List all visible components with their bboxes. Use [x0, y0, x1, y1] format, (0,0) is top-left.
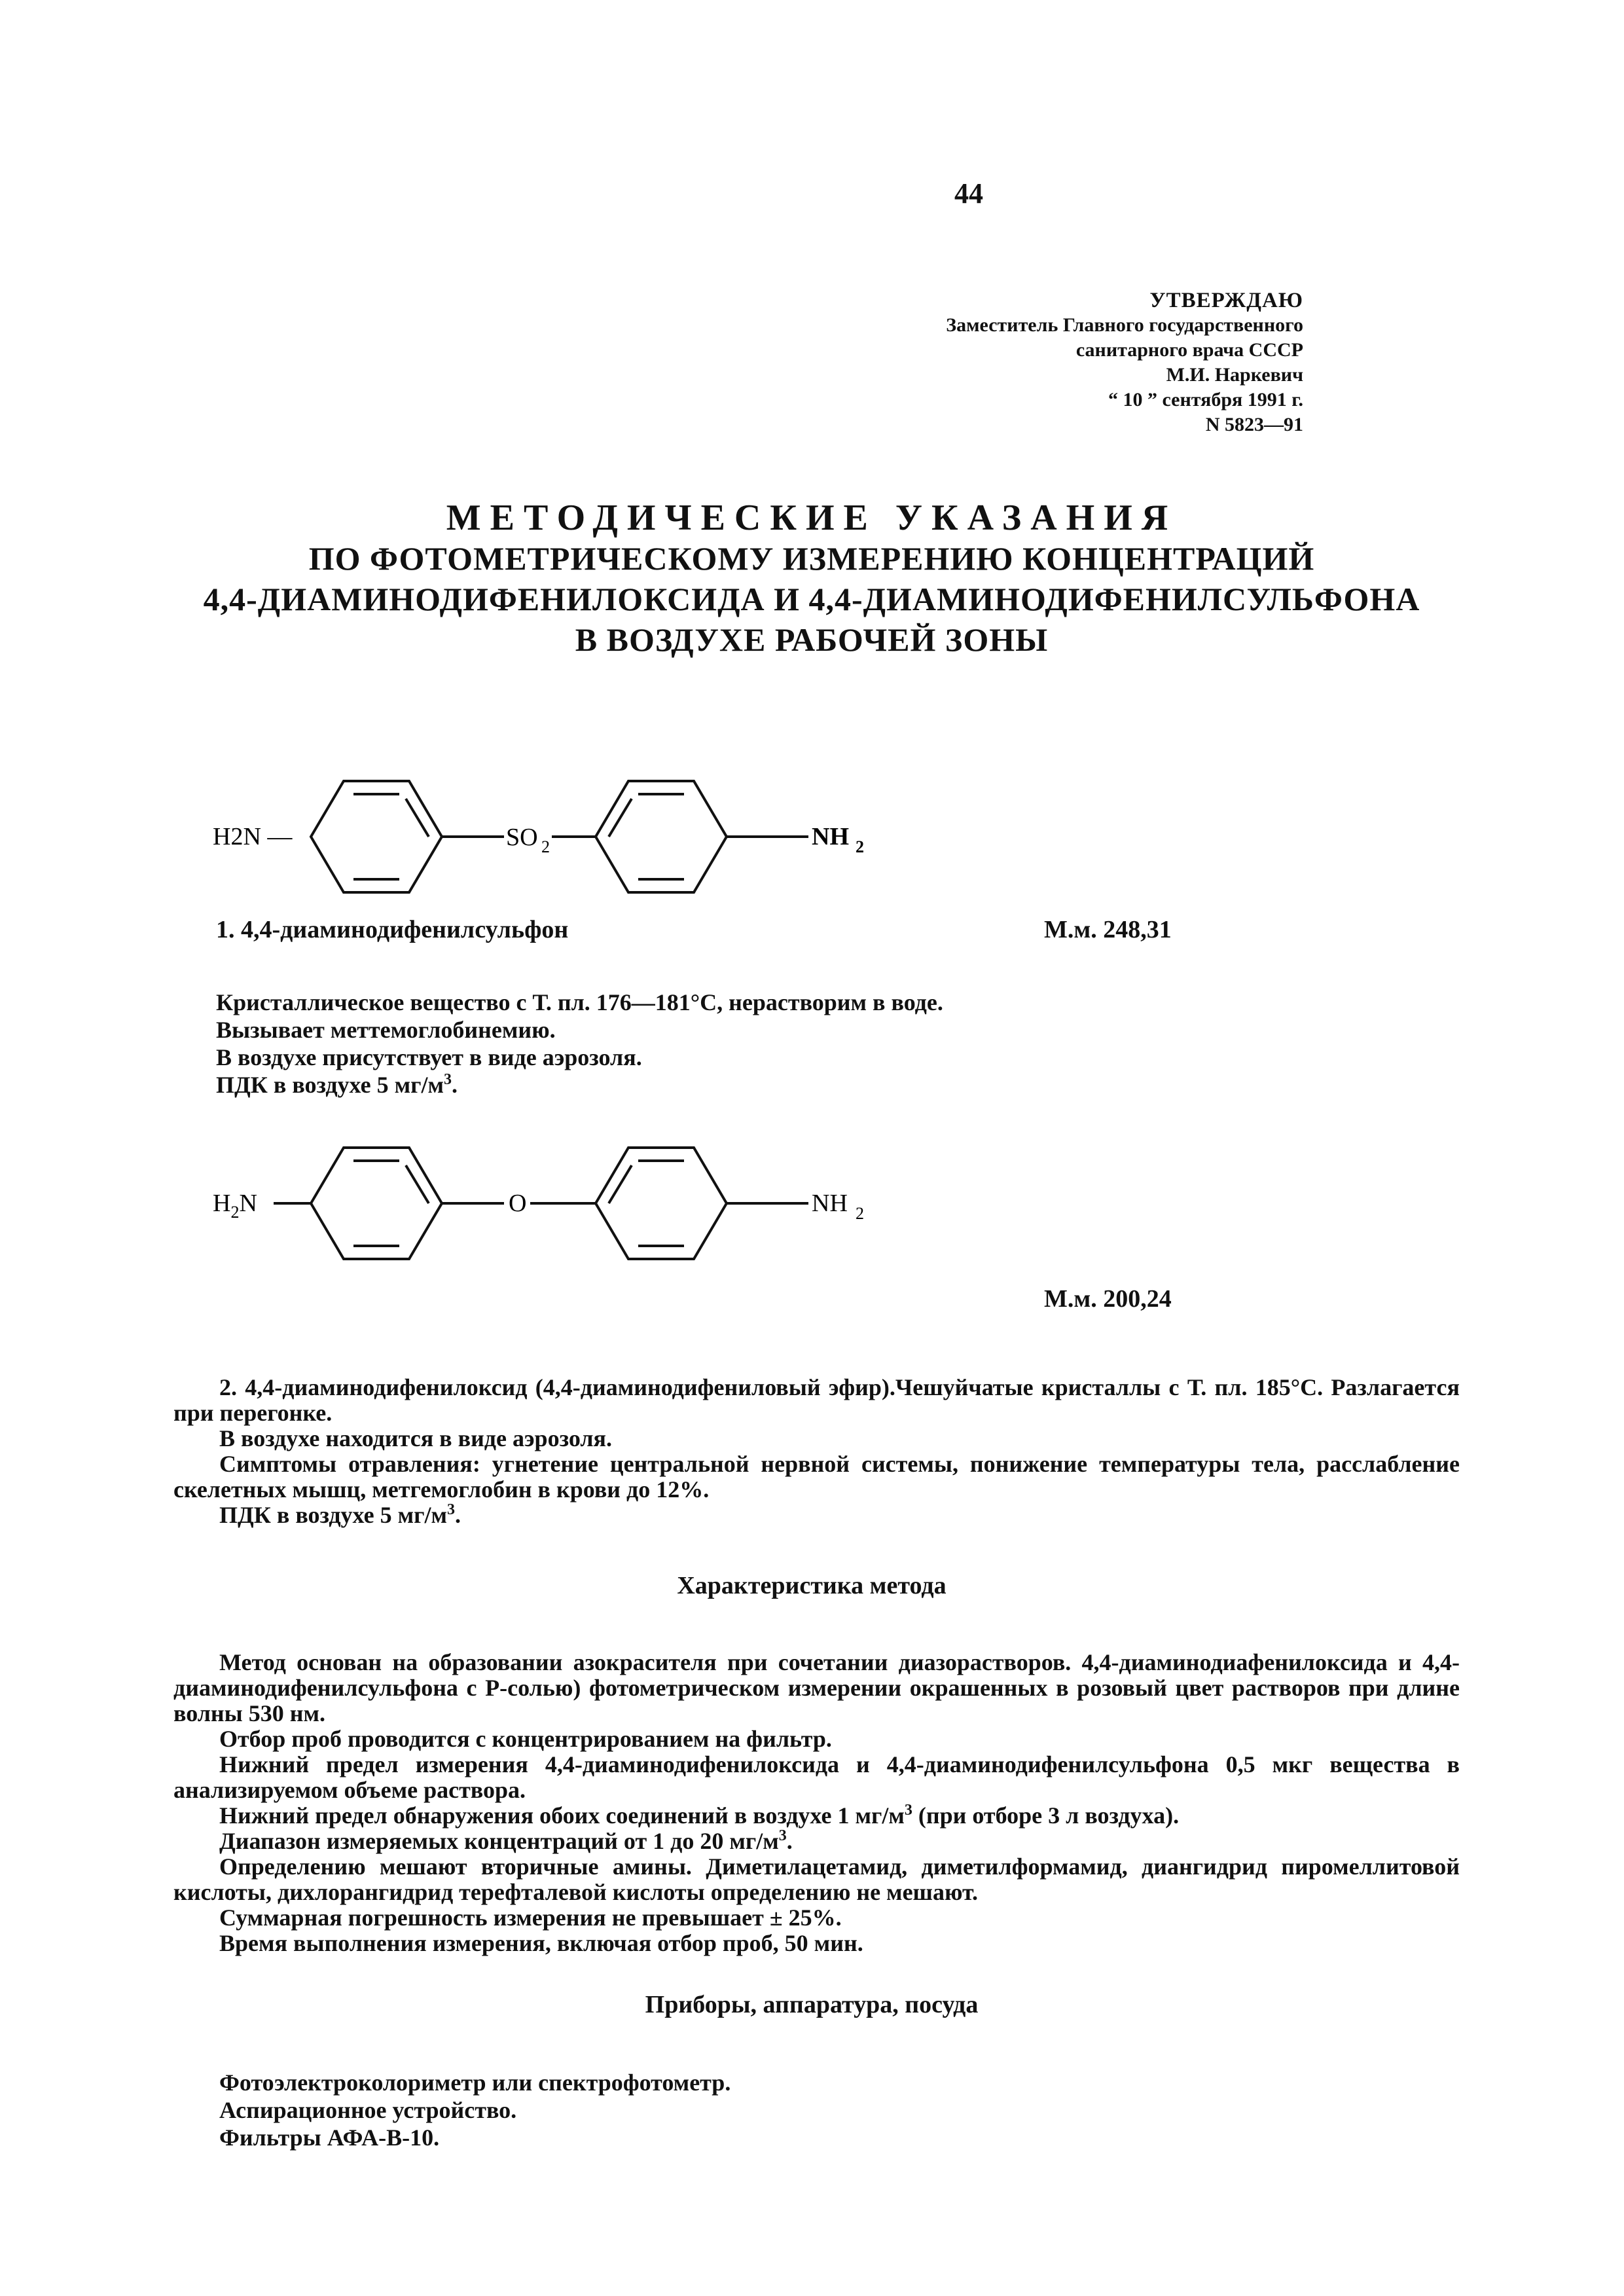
- formula2-right-group: NH: [812, 1190, 848, 1217]
- compound1-line-3: В воздухе присутствует в виде аэрозоля.: [216, 1044, 642, 1070]
- title-line-4: В ВОЗДУХЕ РАБОЧЕЙ ЗОНЫ: [575, 621, 1049, 658]
- page-number: 44: [954, 177, 983, 210]
- compound1-line-1: Кристаллическое вещество с Т. пл. 176—181°C, нерастворим в воде.: [216, 989, 943, 1015]
- formula1-right-sub: 2: [856, 837, 864, 856]
- equipment-item: Аспирационное устройство.: [219, 2097, 517, 2123]
- approval-signatory: М.И. Наркевич: [1166, 364, 1303, 386]
- formula1-right-group: NH: [812, 823, 849, 850]
- method-sampling: Отбор проб проводится с концентрированием на фильтр.: [219, 1726, 832, 1752]
- method-lower-limit: Нижний предел измерения 4,4-диаминодифенилоксида и 4,4-диаминодифенилсульфона 0,5 мкг вещества в анализируемом объеме раствора.: [173, 1751, 1460, 1803]
- title-line-2: ПО ФОТОМЕТРИЧЕСКОМУ ИЗМЕРЕНИЮ КОНЦЕНТРАЦИЙ: [308, 540, 1315, 577]
- method-error: Суммарная погрешность измерения не превышает ± 25%.: [219, 1904, 842, 1931]
- formula2-left-group: $H_2N$: [213, 1190, 257, 1222]
- compound1-pdk: ПДК в воздухе 5 $мг/м^3$.: [216, 1071, 458, 1098]
- section-heading-equipment: Приборы, аппаратура, посуда: [645, 1991, 979, 2018]
- compound2-aerosol: В воздухе находится в виде аэрозоля.: [219, 1425, 613, 1451]
- formula1-bridge: SO: [506, 824, 538, 851]
- approval-block: [714, 288, 1303, 437]
- compound2-symptoms: Симптомы отравления: угнетение центральной нервной системы, понижение температуры тела, расслабление скелетных мышц, метгемоглобин в крови до 12%.: [173, 1451, 1460, 1503]
- benzene-ring-icon: [596, 781, 727, 892]
- method-interference: Определению мешают вторичные амины. Диметилацетамид, диметилформамид, диангидрид пиромеллитовой кислоты, дихлорангидрид терефталевой кислоты определению не мешают.: [173, 1853, 1460, 1905]
- method-range: Диапазон измеряемых концентраций от 1 до 20 $мг/м^3$.: [219, 1827, 793, 1854]
- method-detection-limit: Нижний предел обнаружения обоих соединений в воздухе 1 $мг/м^3$ (при отборе 3 л воздуха).: [219, 1802, 1180, 1829]
- compound1-line-2: Вызывает меттемоглобинемию.: [216, 1017, 556, 1043]
- formula1-left-group: H2N —: [213, 823, 293, 850]
- compound1-molecular-mass: М.м. 248,31: [1044, 916, 1172, 943]
- document-title: [157, 498, 1466, 660]
- section-heading-method: Характеристика метода: [677, 1572, 947, 1599]
- formula2-right-sub: 2: [856, 1204, 864, 1223]
- approval-number: N 5823—91: [1205, 414, 1303, 435]
- formula2-bridge: O: [509, 1190, 527, 1217]
- approval-title: УТВЕРЖДАЮ: [1149, 289, 1303, 312]
- approval-position-cont: санитарного врача СССР: [1075, 339, 1303, 361]
- compound2-pdk: ПДК в воздухе 5 $мг/м^3$.: [219, 1501, 461, 1528]
- compound2-molecular-mass: М.м. 200,24: [1044, 1285, 1172, 1313]
- compound1-description: [216, 989, 1460, 1099]
- title-line-3: 4,4-ДИАМИНОДИФЕНИЛОКСИДА И 4,4-ДИАМИНОДИФЕНИЛСУЛЬФОНА: [203, 581, 1420, 617]
- benzene-ring-icon: [311, 1148, 442, 1259]
- equipment-item: Фотоэлектроколориметр или спектрофотометр.: [219, 2069, 731, 2096]
- approval-date: “ 10 ” сентября 1991 г.: [1108, 389, 1303, 410]
- approval-position: Заместитель Главного государственного: [946, 314, 1303, 336]
- title-line-1: МЕТОДИЧЕСКИЕ УКАЗАНИЯ: [446, 498, 1178, 538]
- structural-formula-oxide: [196, 1113, 890, 1283]
- benzene-ring-icon: [311, 781, 442, 892]
- compound2-desc: 2. 4,4-диаминодифенилоксид (4,4-диаминодифениловый эфир).Чешуйчатые кристаллы с Т. пл. 185°C. Разлагается при перегонке.: [173, 1374, 1460, 1426]
- compound2-description: [173, 1375, 1460, 1528]
- method-principle: Метод основан на образовании азокрасителя при сочетании диазорастворов. 4,4-диаминодиафенилоксида и 4,4-диаминодифенилсульфона с Р-солью) фотометрическом измерении окрашенных в розовый цвет растворов при длине волны 530 нм.: [173, 1649, 1460, 1726]
- structural-formula-sulfone: [196, 746, 890, 917]
- compound1-name: 1. 4,4-диаминодифенилсульфон: [216, 916, 569, 943]
- formula1-bridge-sub: 2: [541, 837, 550, 856]
- equipment-item: Фильтры АФА-В-10.: [219, 2124, 440, 2151]
- method-characteristics: [173, 1650, 1460, 1956]
- equipment-list: [219, 2069, 1463, 2151]
- method-duration: Время выполнения измерения, включая отбор проб, 50 мин.: [219, 1930, 863, 1956]
- benzene-ring-icon: [596, 1148, 727, 1259]
